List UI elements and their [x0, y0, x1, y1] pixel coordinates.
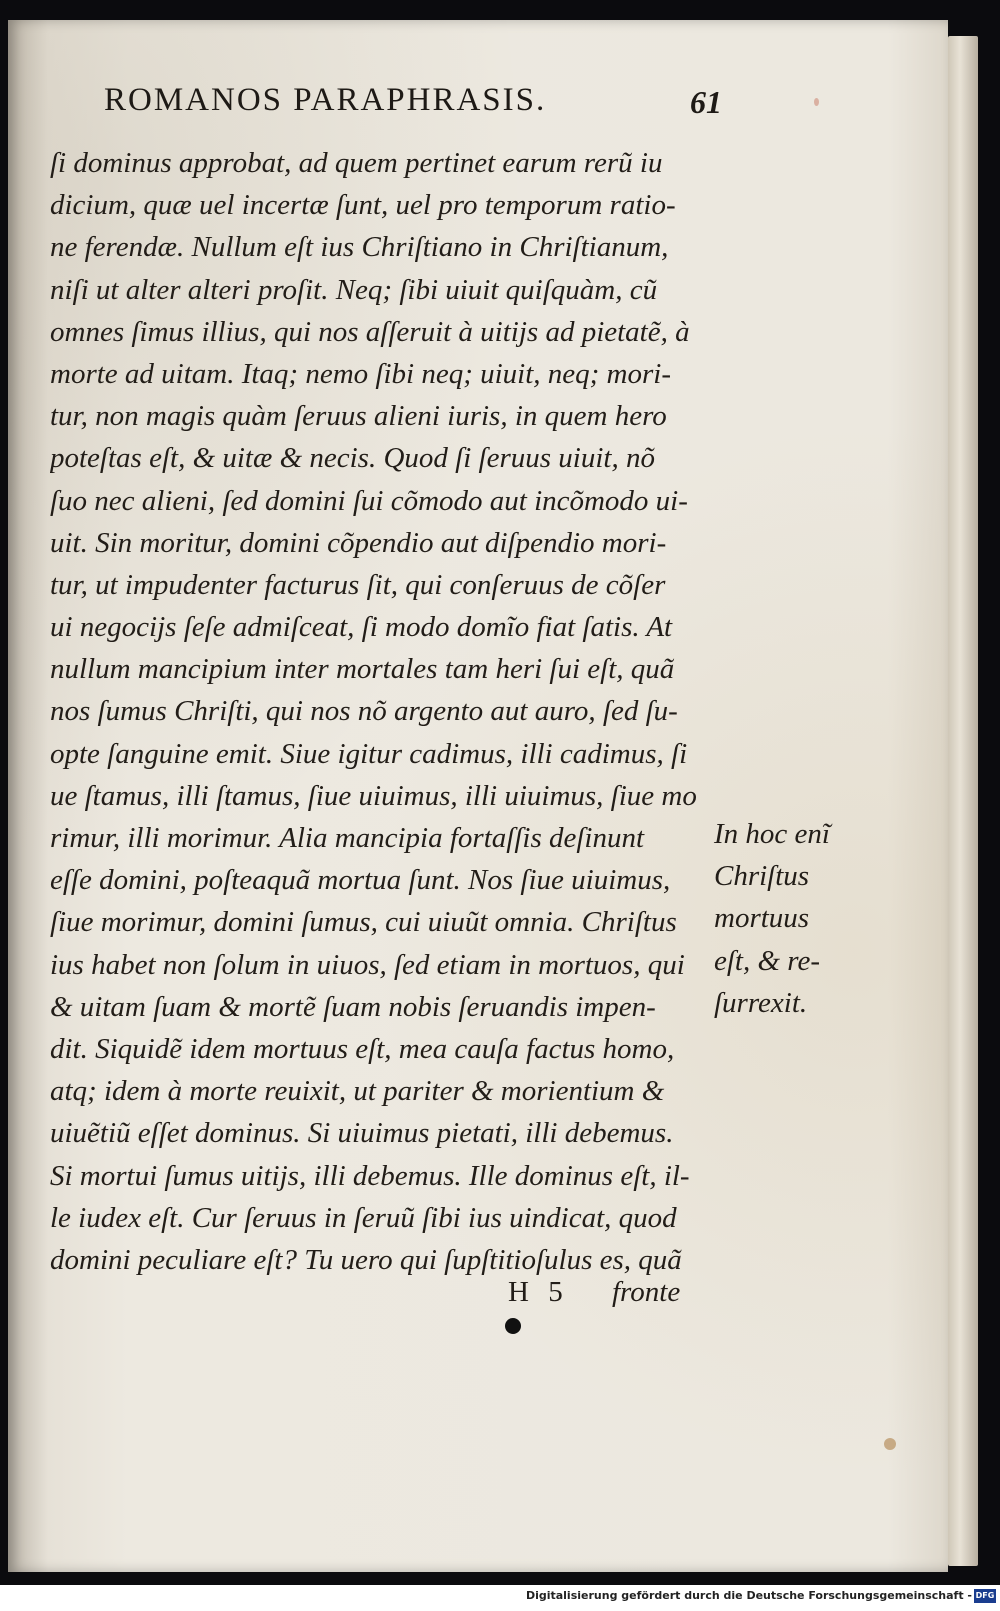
text-line: ſuo nec alieni, ſed domini ſui cõmodo aut incõmodo ui-	[50, 484, 688, 517]
text-line: rimur, illi morimur. Alia mancipia fortaſſis deſinunt	[50, 822, 645, 854]
marginal-note-line: Chriſtus	[714, 860, 810, 893]
foxing-stain	[884, 1438, 896, 1450]
text-line: dit. Siquidẽ idem mortuus eſt, mea cauſa factus homo,	[50, 1032, 675, 1065]
footer-strip	[0, 1585, 1000, 1611]
marginal-note-line: mortuus	[714, 902, 810, 935]
text-line: opte ſanguine emit. Siue igitur cadimus, illi cadimus, ſi	[50, 737, 688, 770]
dfg-logo: DFG	[974, 1589, 996, 1603]
text-line: ius habet non ſolum in uiuos, ſed etiam in mortuos, qui	[50, 948, 685, 981]
text-line: nullum mancipium inter mortales tam heri ſui eſt, quã	[50, 653, 675, 686]
text-line: ue ſtamus, illi ſtamus, ſiue uiuimus, illi uiuimus, ſiue mo	[50, 779, 697, 812]
text-line: domini peculiare eſt? Tu uero qui ſupſtitioſulus es, quã	[50, 1243, 682, 1276]
marginal-note-line: eſt, & re-	[714, 944, 821, 977]
text-line: poteſtas eſt, & uitæ & necis. Quod ſi ſeruus uiuit, nõ	[50, 442, 655, 475]
text-line: ui negocijs ſeſe admiſceat, ſi modo domĩo fiat ſatis. At	[50, 611, 673, 644]
text-line: le iudex eſt. Cur ſeruus in ſeruũ ſibi ius uindicat, quod	[50, 1201, 677, 1234]
text-line: & uitam ſuam & mortẽ ſuam nobis ſeruandis impen-	[50, 990, 656, 1023]
signature-mark: H 5	[508, 1276, 569, 1308]
text-line: morte ad uitam. Itaq; nemo ſibi neq; uiuit, neq; mori-	[50, 357, 671, 390]
marginal-note-line: ſurrexit.	[714, 986, 808, 1019]
text-line: ſi dominus approbat, ad quem pertinet earum rerũ iu	[50, 147, 663, 179]
text-line: ne ferendæ. Nullum eſt ius Chriſtiano in Chriſtianum,	[50, 231, 669, 264]
text-line: atq; idem à morte reuixit, ut pariter & morientium &	[50, 1075, 665, 1108]
text-line: omnes ſimus illius, qui nos aſſeruit à uitijs ad pietatẽ, à	[50, 315, 690, 348]
text-line: uiuẽtiũ eſſet dominus. Si uiuimus pietati, illi debemus.	[50, 1117, 674, 1150]
text-line: niſi ut alter alteri proſit. Neq; ſibi uiuit quiſquàm, cũ	[50, 273, 658, 306]
text-line: nos ſumus Chriſti, qui nos nõ argento aut auro, ſed ſu-	[50, 695, 678, 728]
text-line: tur, non magis quàm ſeruus alieni iuris, in quem hero	[50, 400, 667, 433]
text-line: ſiue morimur, domini ſumus, cui uiuũt omnia. Chriſtus	[50, 906, 677, 939]
text-line: dicium, quæ uel incertæ ſunt, uel pro temporum ratio-	[50, 189, 676, 222]
marginal-note-line: In hoc enĩ	[714, 818, 830, 850]
digitization-credit: Digitalisierung gefördert durch die Deutsche Forschungsgemeinschaft -	[525, 1589, 972, 1602]
text-line: Si mortui ſumus uitijs, illi debemus. Ille dominus eſt, il-	[50, 1159, 690, 1192]
ink-blot	[505, 1318, 521, 1334]
marginal-note	[714, 813, 864, 1024]
catchword: fronte	[612, 1276, 681, 1308]
text-line: tur, ut impudenter facturus ſit, qui conſeruus de cõſer	[50, 568, 666, 601]
text-line: uit. Sin moritur, domini cõpendio aut diſpendio mori-	[50, 526, 667, 559]
folio-number: 61	[690, 84, 722, 120]
body-text	[50, 142, 730, 1281]
text-line: eſſe domini, poſteaquã mortua ſunt. Nos ſiue uiuimus,	[50, 864, 671, 897]
page-edge	[948, 36, 978, 1566]
foxing-stain	[814, 98, 819, 106]
running-head: ROMANOS PARAPHRASIS.	[104, 82, 547, 118]
